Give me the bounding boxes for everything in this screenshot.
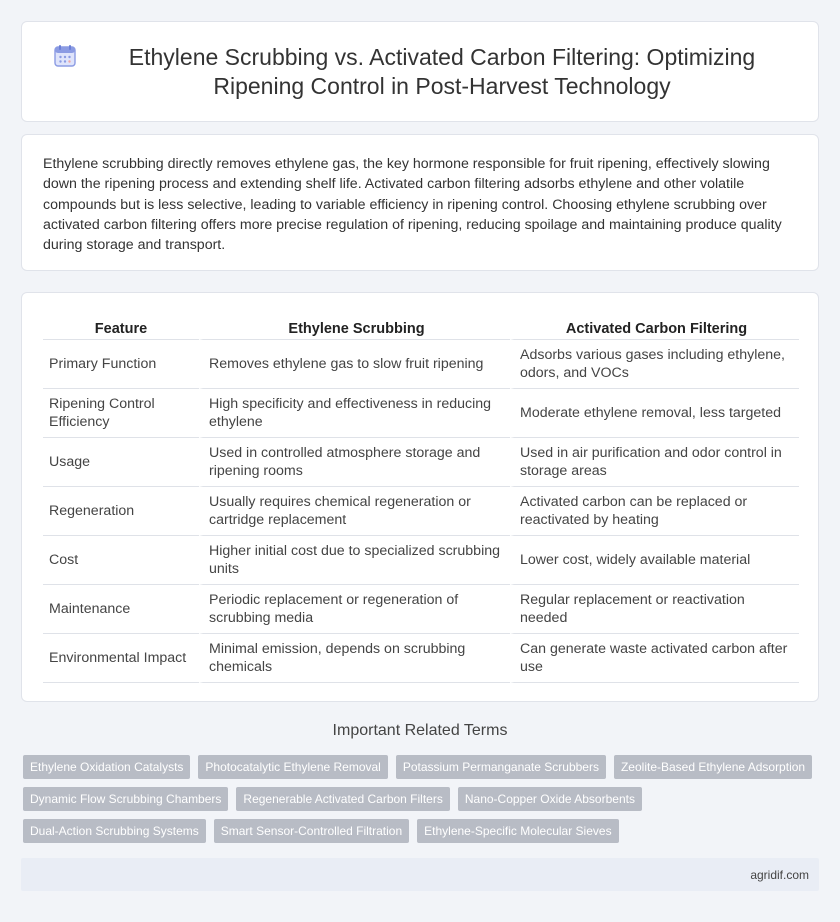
related-term-tag[interactable]: Potassium Permanganate Scrubbers: [396, 755, 606, 779]
calendar-icon: [52, 43, 78, 69]
related-term-tag[interactable]: Ethylene Oxidation Catalysts: [23, 755, 190, 779]
carbon-cell: Adsorbs various gases including ethylene, odors, and VOCs: [510, 340, 799, 389]
scrubbing-cell: Usually requires chemical regeneration or cartridge replacement: [199, 487, 510, 536]
carbon-cell: Used in air purification and odor control in storage areas: [510, 438, 799, 487]
related-term-tag[interactable]: Smart Sensor-Controlled Filtration: [214, 819, 409, 843]
related-term-tag[interactable]: Photocatalytic Ethylene Removal: [198, 755, 387, 779]
intro-card: [21, 134, 819, 271]
table-row: [43, 389, 799, 438]
scrubbing-cell: High specificity and effectiveness in reducing ethylene: [199, 389, 510, 438]
feature-cell: Usage: [43, 438, 199, 487]
carbon-cell: Regular replacement or reactivation needed: [510, 585, 799, 634]
carbon-cell: Lower cost, widely available material: [510, 536, 799, 585]
scrubbing-cell: Minimal emission, depends on scrubbing chemicals: [199, 634, 510, 683]
feature-cell: Maintenance: [43, 585, 199, 634]
related-term-tag[interactable]: Nano-Copper Oxide Absorbents: [458, 787, 642, 811]
related-term-tag[interactable]: Dynamic Flow Scrubbing Chambers: [23, 787, 228, 811]
carbon-cell: Can generate waste activated carbon after use: [510, 634, 799, 683]
header-feature: Feature: [43, 311, 199, 340]
related-term-tag[interactable]: Ethylene-Specific Molecular Sieves: [417, 819, 618, 843]
comparison-table: [43, 311, 799, 683]
table-row: [43, 438, 799, 487]
related-term-tag[interactable]: Regenerable Activated Carbon Filters: [236, 787, 449, 811]
page-title: Ethylene Scrubbing vs. Activated Carbon Filtering: Optimizing Ripening Control in Post-Harvest Technology: [128, 43, 756, 99]
scrubbing-cell: Used in controlled atmosphere storage and ripening rooms: [199, 438, 510, 487]
related-terms-list: [23, 755, 823, 843]
feature-cell: Regeneration: [43, 487, 199, 536]
footer: [21, 858, 819, 891]
table-header-row: [43, 311, 799, 340]
related-terms-heading: Important Related Terms: [332, 722, 508, 739]
table-row: [43, 487, 799, 536]
table-row: [43, 536, 799, 585]
carbon-cell: Moderate ethylene removal, less targeted: [510, 389, 799, 438]
comparison-table-card: [21, 292, 819, 702]
header-card: [21, 21, 819, 122]
scrubbing-cell: Higher initial cost due to specialized scrubbing units: [199, 536, 510, 585]
carbon-cell: Activated carbon can be replaced or reactivated by heating: [510, 487, 799, 536]
feature-cell: Cost: [43, 536, 199, 585]
header-activated-carbon: Activated Carbon Filtering: [510, 311, 799, 340]
table-row: [43, 634, 799, 683]
feature-cell: Primary Function: [43, 340, 199, 389]
feature-cell: Environmental Impact: [43, 634, 199, 683]
scrubbing-cell: Removes ethylene gas to slow fruit ripening: [199, 340, 510, 389]
header-ethylene-scrubbing: Ethylene Scrubbing: [199, 311, 510, 340]
related-term-tag[interactable]: Dual-Action Scrubbing Systems: [23, 819, 206, 843]
intro-paragraph: Ethylene scrubbing directly removes ethylene gas, the key hormone responsible for fruit ripening, effectively slowing down the ripening process and extending shelf life. Activated carbon filtering adsorbs ethylene and other volatile compounds but is less selective, leading to variable efficiency in ripening control. Choosing ethylene scrubbing over activated carbon filtering offers more precise regulation of ripening, reducing spoilage and maintaining produce quality during storage and transport.: [43, 156, 782, 254]
table-row: [43, 585, 799, 634]
scrubbing-cell: Periodic replacement or regeneration of scrubbing media: [199, 585, 510, 634]
related-term-tag[interactable]: Zeolite-Based Ethylene Adsorption: [614, 755, 812, 779]
table-row: [43, 340, 799, 389]
footer-site-link[interactable]: agridif.com: [750, 867, 809, 882]
feature-cell: Ripening Control Efficiency: [43, 389, 199, 438]
